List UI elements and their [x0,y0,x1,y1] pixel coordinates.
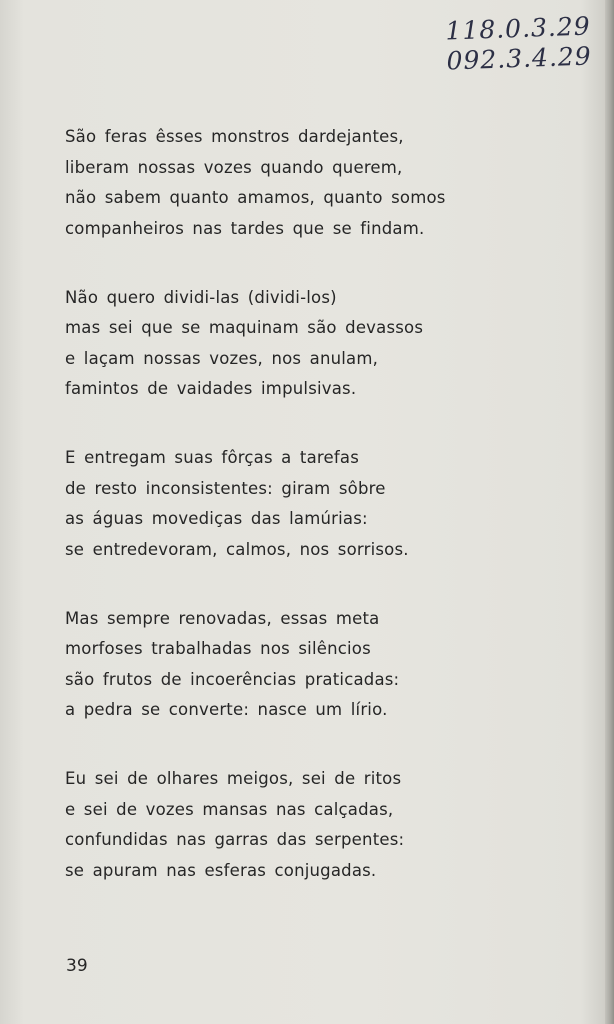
stanza-1 [65,122,535,244]
poem-line: a pedra se converte: nasce um lírio. [65,700,388,719]
poem-line: companheiros nas tardes que se findam. [65,218,425,238]
stanza-4 [65,604,535,726]
poem-line: de resto inconsistentes: giram sôbre [65,478,386,498]
poem-line: E entregam suas fôrças a tarefas [65,448,360,467]
page-number: 39 [66,956,88,976]
poem-line: se apuram nas esferas conjugadas. [65,860,377,880]
poem-line: não sabem quanto amamos, quanto somos [65,188,446,207]
poem-line: mas sei que se maquinam são devassos [65,318,424,337]
poem-line: e sei de vozes mansas nas calçadas, [65,799,394,819]
poem-line: são frutos de incoerências praticadas: [65,669,400,689]
poem-line: as águas movediças das lamúrias: [65,509,368,528]
poem-line: se entredevoram, calmos, nos sorrisos. [65,539,409,559]
stanza-3 [65,443,535,565]
page-edge [605,0,614,1024]
handwritten-catalog-number [445,11,592,76]
poem-line: e laçam nossas vozes, nos anulam, [65,348,379,368]
catalog-number-line-2: 092.3.4.29 [445,41,592,76]
poem-line: confundidas nas garras das serpentes: [65,830,405,849]
poem-line: morfoses trabalhadas nos silêncios [65,639,371,658]
poem-line: Eu sei de olhares meigos, sei de ritos [65,769,402,788]
poem-body [65,122,535,925]
poem-line: Não quero dividi-las (dividi-los) [65,287,337,307]
stanza-5 [65,764,535,886]
poem-line: São feras êsses monstros dardejantes, [65,127,404,146]
poem-line: Mas sempre renovadas, essas meta [65,608,380,628]
catalog-number-line-1: 118.0.3.29 [444,11,591,46]
stanza-2 [65,283,535,405]
poem-line: liberam nossas vozes quando querem, [65,157,403,177]
poem-line: famintos de vaidades impulsivas. [65,379,357,398]
